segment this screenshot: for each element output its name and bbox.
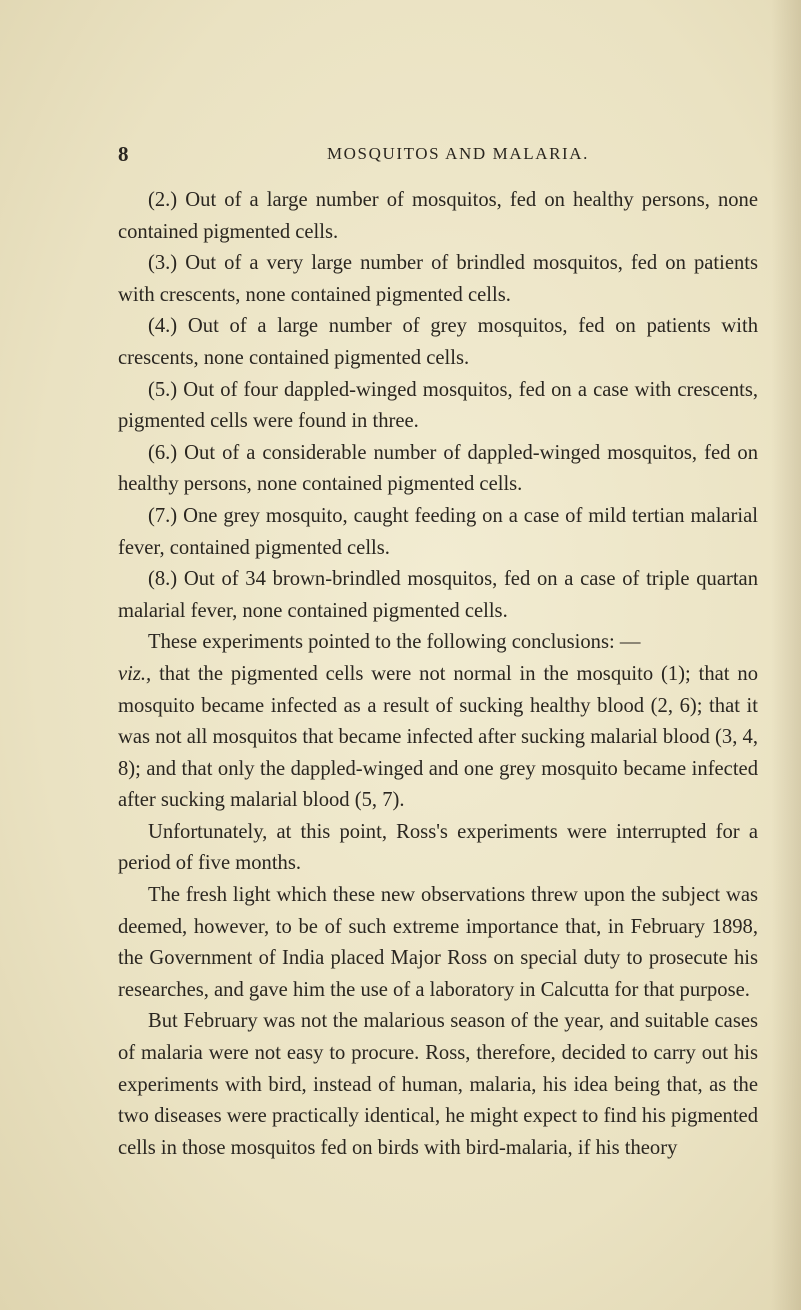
paragraph-conclusions-intro: These experiments pointed to the following conclusions: — (148, 631, 641, 654)
paragraph-special-duty: The fresh light which these new observations threw upon the subject was deemed, however, to be of such extreme importance that, in February 1898, the Government of India placed Major Ross on special duty to prosecute his researches, and gave him the use of a laboratory in Calcutta for that purpose. (118, 884, 758, 1001)
paragraph-item-3: (3.) Out of a very large number of brindled mosquitos, fed on patients with crescents, none contained pigmented cells. (118, 252, 758, 306)
page-edge-shadow (771, 0, 801, 1310)
paragraph-item-6: (6.) Out of a considerable number of dappled-winged mosquitos, fed on healthy persons, none contained pigmented cells. (118, 441, 758, 496)
viz-abbreviation: viz., (118, 662, 152, 685)
conclusions-text: that the pigmented cells were not normal in the mosquito (1); that no mosquito became infected as a result of sucking healthy blood (2, 6); that it was not all mosquitos that became infected after sucking malarial blood (3, 4, 8); and that only the dappled-winged and one grey mosquito became infected after sucking malarial blood (5, 7). (118, 662, 758, 812)
body-text (118, 185, 758, 1164)
paragraph-interruption: Unfortunately, at this point, Ross's experiments were interrupted for a period of five months. (118, 820, 758, 875)
paragraph-item-5: (5.) Out of four dappled-winged mosquitos, fed on a case with crescents, pigmented cells were found in three. (118, 378, 758, 433)
page-number: 8 (118, 142, 129, 166)
paragraph-item-8: (8.) Out of 34 brown-brindled mosquitos, fed on a case of triple quartan malarial fever, none contained pigmented cells. (118, 568, 758, 622)
paragraph-conclusions (118, 659, 758, 817)
paragraph-item-2: (2.) Out of a large number of mosquitos, fed on healthy persons, none contained pigmented cells. (118, 189, 758, 243)
paragraph-bird-malaria: But February was not the malarious season of the year, and suitable cases of malaria were not easy to procure. Ross, therefore, decided to carry out his experiments with bird, instead of human, malaria, his idea being that, as the two diseases were practically identical, he might expect to find his pigmented cells in those mosquitos fed on birds with bird-malaria, if his theory (118, 1010, 758, 1159)
paragraph-item-7: (7.) One grey mosquito, caught feeding on a case of mild tertian malarial fever, contained pigmented cells. (118, 504, 758, 559)
page-header (118, 142, 758, 172)
running-head: MOSQUITOS AND MALARIA. (326, 144, 590, 163)
paragraph-item-4: (4.) Out of a large number of grey mosquitos, fed on patients with crescents, none contained pigmented cells. (118, 315, 758, 369)
